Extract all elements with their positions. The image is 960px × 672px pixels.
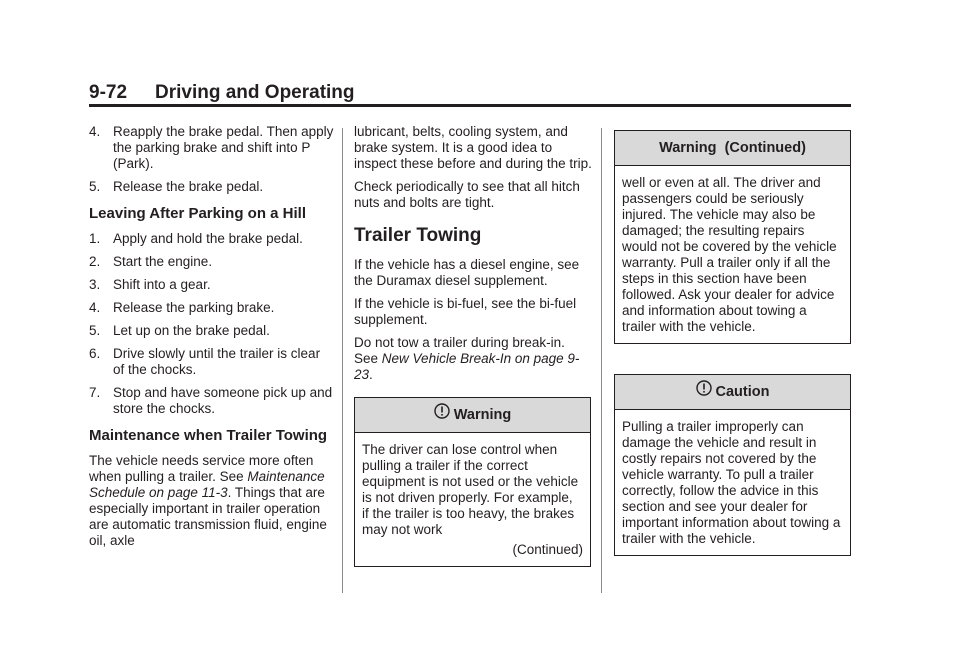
maintenance-schedule-link[interactable]: Maintenance Schedule on page 11-3 [89, 469, 325, 500]
column-divider [342, 128, 343, 593]
list-item: 7. Stop and have someone pick up and store the chocks. [89, 385, 333, 416]
maintenance-paragraph: The vehicle needs service more often when pulling a trailer. See Maintenance Schedule on page 11-3. Things that are especially important in trailer operation are automatic transmission fluid, engine oil, axle [89, 453, 327, 548]
list-item: 1. Apply and hold the brake pedal. [89, 231, 303, 246]
list-item: 5. Release the brake pedal. [89, 179, 264, 194]
paragraph: Do not tow a trailer during break-in. See New Vehicle Break-In on page 9-23. [354, 335, 580, 382]
paragraph: Check periodically to see that all hitch nuts and bolts are tight. [354, 179, 580, 210]
caution-header [615, 375, 850, 410]
column-2 [354, 124, 592, 567]
continued-label: (Continued) [512, 542, 583, 557]
warning-title: Warning [453, 407, 512, 423]
warning-box [354, 397, 591, 567]
list-item: 4. Release the parking brake. [89, 300, 275, 315]
list-item: 5. Let up on the brake pedal. [89, 323, 270, 338]
list-item: 4. Reapply the brake pedal. Then apply the parking brake and shift into P (Park). [89, 124, 334, 171]
page-header [89, 82, 851, 104]
heading-maintenance: Maintenance when Trailer Towing [89, 427, 328, 444]
caution-body: Pulling a trailer improperly can damage the vehicle and result in costly repairs not covered by the vehicle warranty. To pull a trailer correctly, follow the advice in this section and see your dealer for important information about towing a trailer with the vehicle. [622, 419, 841, 546]
column-1 [89, 124, 334, 556]
warning-continued-body: well or even at all. The driver and passengers could be seriously injured. The vehicle may also be damaged; the resulting repairs would not be covered by the vehicle warranty. Pull a trailer only if all the steps in this section have been followed. Ask your dealer for advice and information about towing a trailer with the vehicle. [622, 175, 837, 334]
warning-header [355, 398, 590, 433]
list-item: 2. Start the engine. [89, 254, 213, 269]
paragraph: lubricant, belts, cooling system, and brake system. It is a good idea to inspect these before and during the trip. [354, 124, 592, 171]
warning-icon [434, 398, 450, 432]
warning-continued-header: Warning (Continued) [615, 131, 850, 166]
caution-icon [696, 375, 712, 409]
caution-box [614, 374, 851, 556]
warning-body: The driver can lose control when pulling a trailer if the correct equipment is not used or the vehicle is not driven properly. For example, if the trailer is too heavy, the brakes may not work (Continued) [362, 442, 583, 557]
break-in-link[interactable]: New Vehicle Break-In on page 9-23 [354, 351, 580, 382]
list-item: 3. Shift into a gear. [89, 277, 211, 292]
warning-continued-box [614, 130, 851, 344]
column-3 [614, 130, 851, 556]
list-item: 6. Drive slowly until the trailer is clear of the chocks. [89, 346, 321, 377]
caution-title: Caution [715, 384, 770, 400]
page-number: 9-72 [89, 82, 128, 103]
column-divider [601, 128, 602, 593]
section-title: Driving and Operating [155, 82, 355, 103]
header-rule [89, 104, 851, 107]
heading-leaving-after-parking: Leaving After Parking on a Hill [89, 205, 306, 222]
paragraph: If the vehicle is bi-fuel, see the bi-fuel supplement. [354, 296, 577, 327]
heading-trailer-towing: Trailer Towing [354, 225, 482, 246]
paragraph: If the vehicle has a diesel engine, see the Duramax diesel supplement. [354, 257, 580, 288]
